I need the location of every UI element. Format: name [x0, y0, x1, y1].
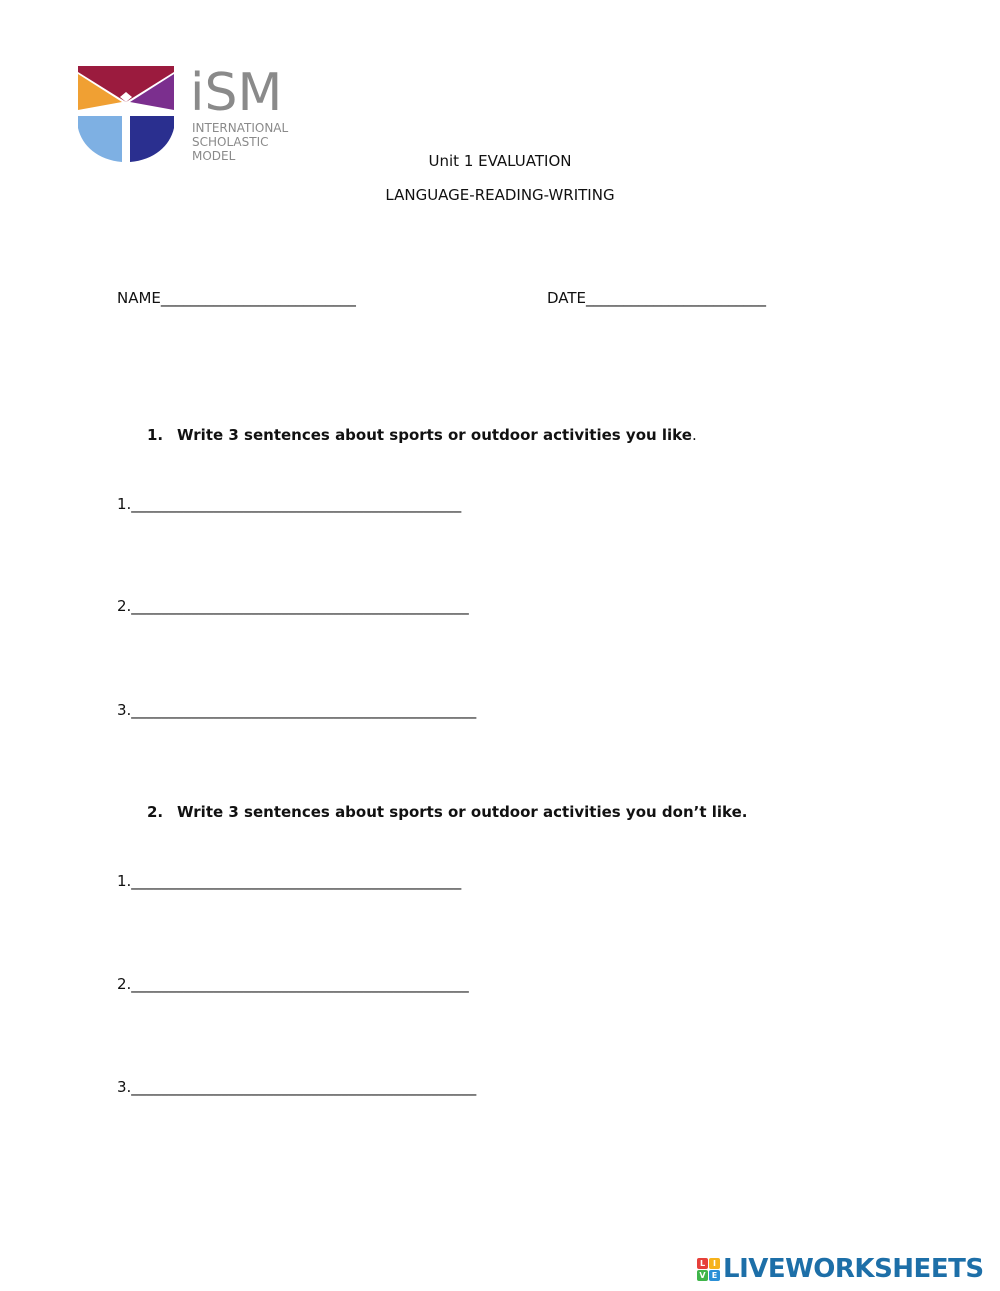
ism-logo — [78, 66, 308, 166]
logo-wordmark: iSM — [190, 66, 283, 123]
question-2 — [147, 803, 747, 821]
answer-line[interactable]: 1.____________________________________________ — [117, 872, 462, 890]
answer-line[interactable]: 3.______________________________________________ — [117, 1078, 477, 1096]
page-subtitle: LANGUAGE-READING-WRITING — [385, 186, 615, 204]
answer-line[interactable]: 1.____________________________________________ — [117, 495, 462, 513]
logo-line2: SCHOLASTIC — [192, 135, 269, 149]
liveworksheets-logo — [697, 1254, 984, 1284]
block-letter: V — [697, 1270, 708, 1281]
liveworksheets-blocks-icon — [697, 1258, 720, 1281]
answer-line[interactable]: 2._____________________________________________ — [117, 597, 469, 615]
block-letter: I — [709, 1258, 720, 1269]
logo-line1: INTERNATIONAL — [192, 121, 289, 135]
liveworksheets-brand: LIVEWORKSHEETS — [723, 1254, 984, 1284]
question-prompt: Write 3 sentences about sports or outdoor activities you like — [177, 426, 692, 444]
answer-line[interactable]: 3.______________________________________________ — [117, 701, 477, 719]
page-title: Unit 1 EVALUATION — [428, 152, 572, 170]
ism-shield-icon — [78, 66, 308, 166]
block-letter: L — [697, 1258, 708, 1269]
question-prompt-end: . — [691, 426, 697, 444]
question-number: 2. — [147, 803, 164, 821]
question-1 — [147, 426, 697, 444]
block-letter: E — [709, 1270, 720, 1281]
question-number: 1. — [147, 426, 164, 444]
question-prompt: Write 3 sentences about sports or outdoor activities you don’t like. — [177, 803, 748, 821]
logo-line3: MODEL — [192, 149, 236, 163]
date-field[interactable]: DATE________________________ — [547, 289, 767, 307]
answer-line[interactable]: 2._____________________________________________ — [117, 975, 469, 993]
name-field[interactable]: NAME__________________________ — [117, 289, 356, 307]
